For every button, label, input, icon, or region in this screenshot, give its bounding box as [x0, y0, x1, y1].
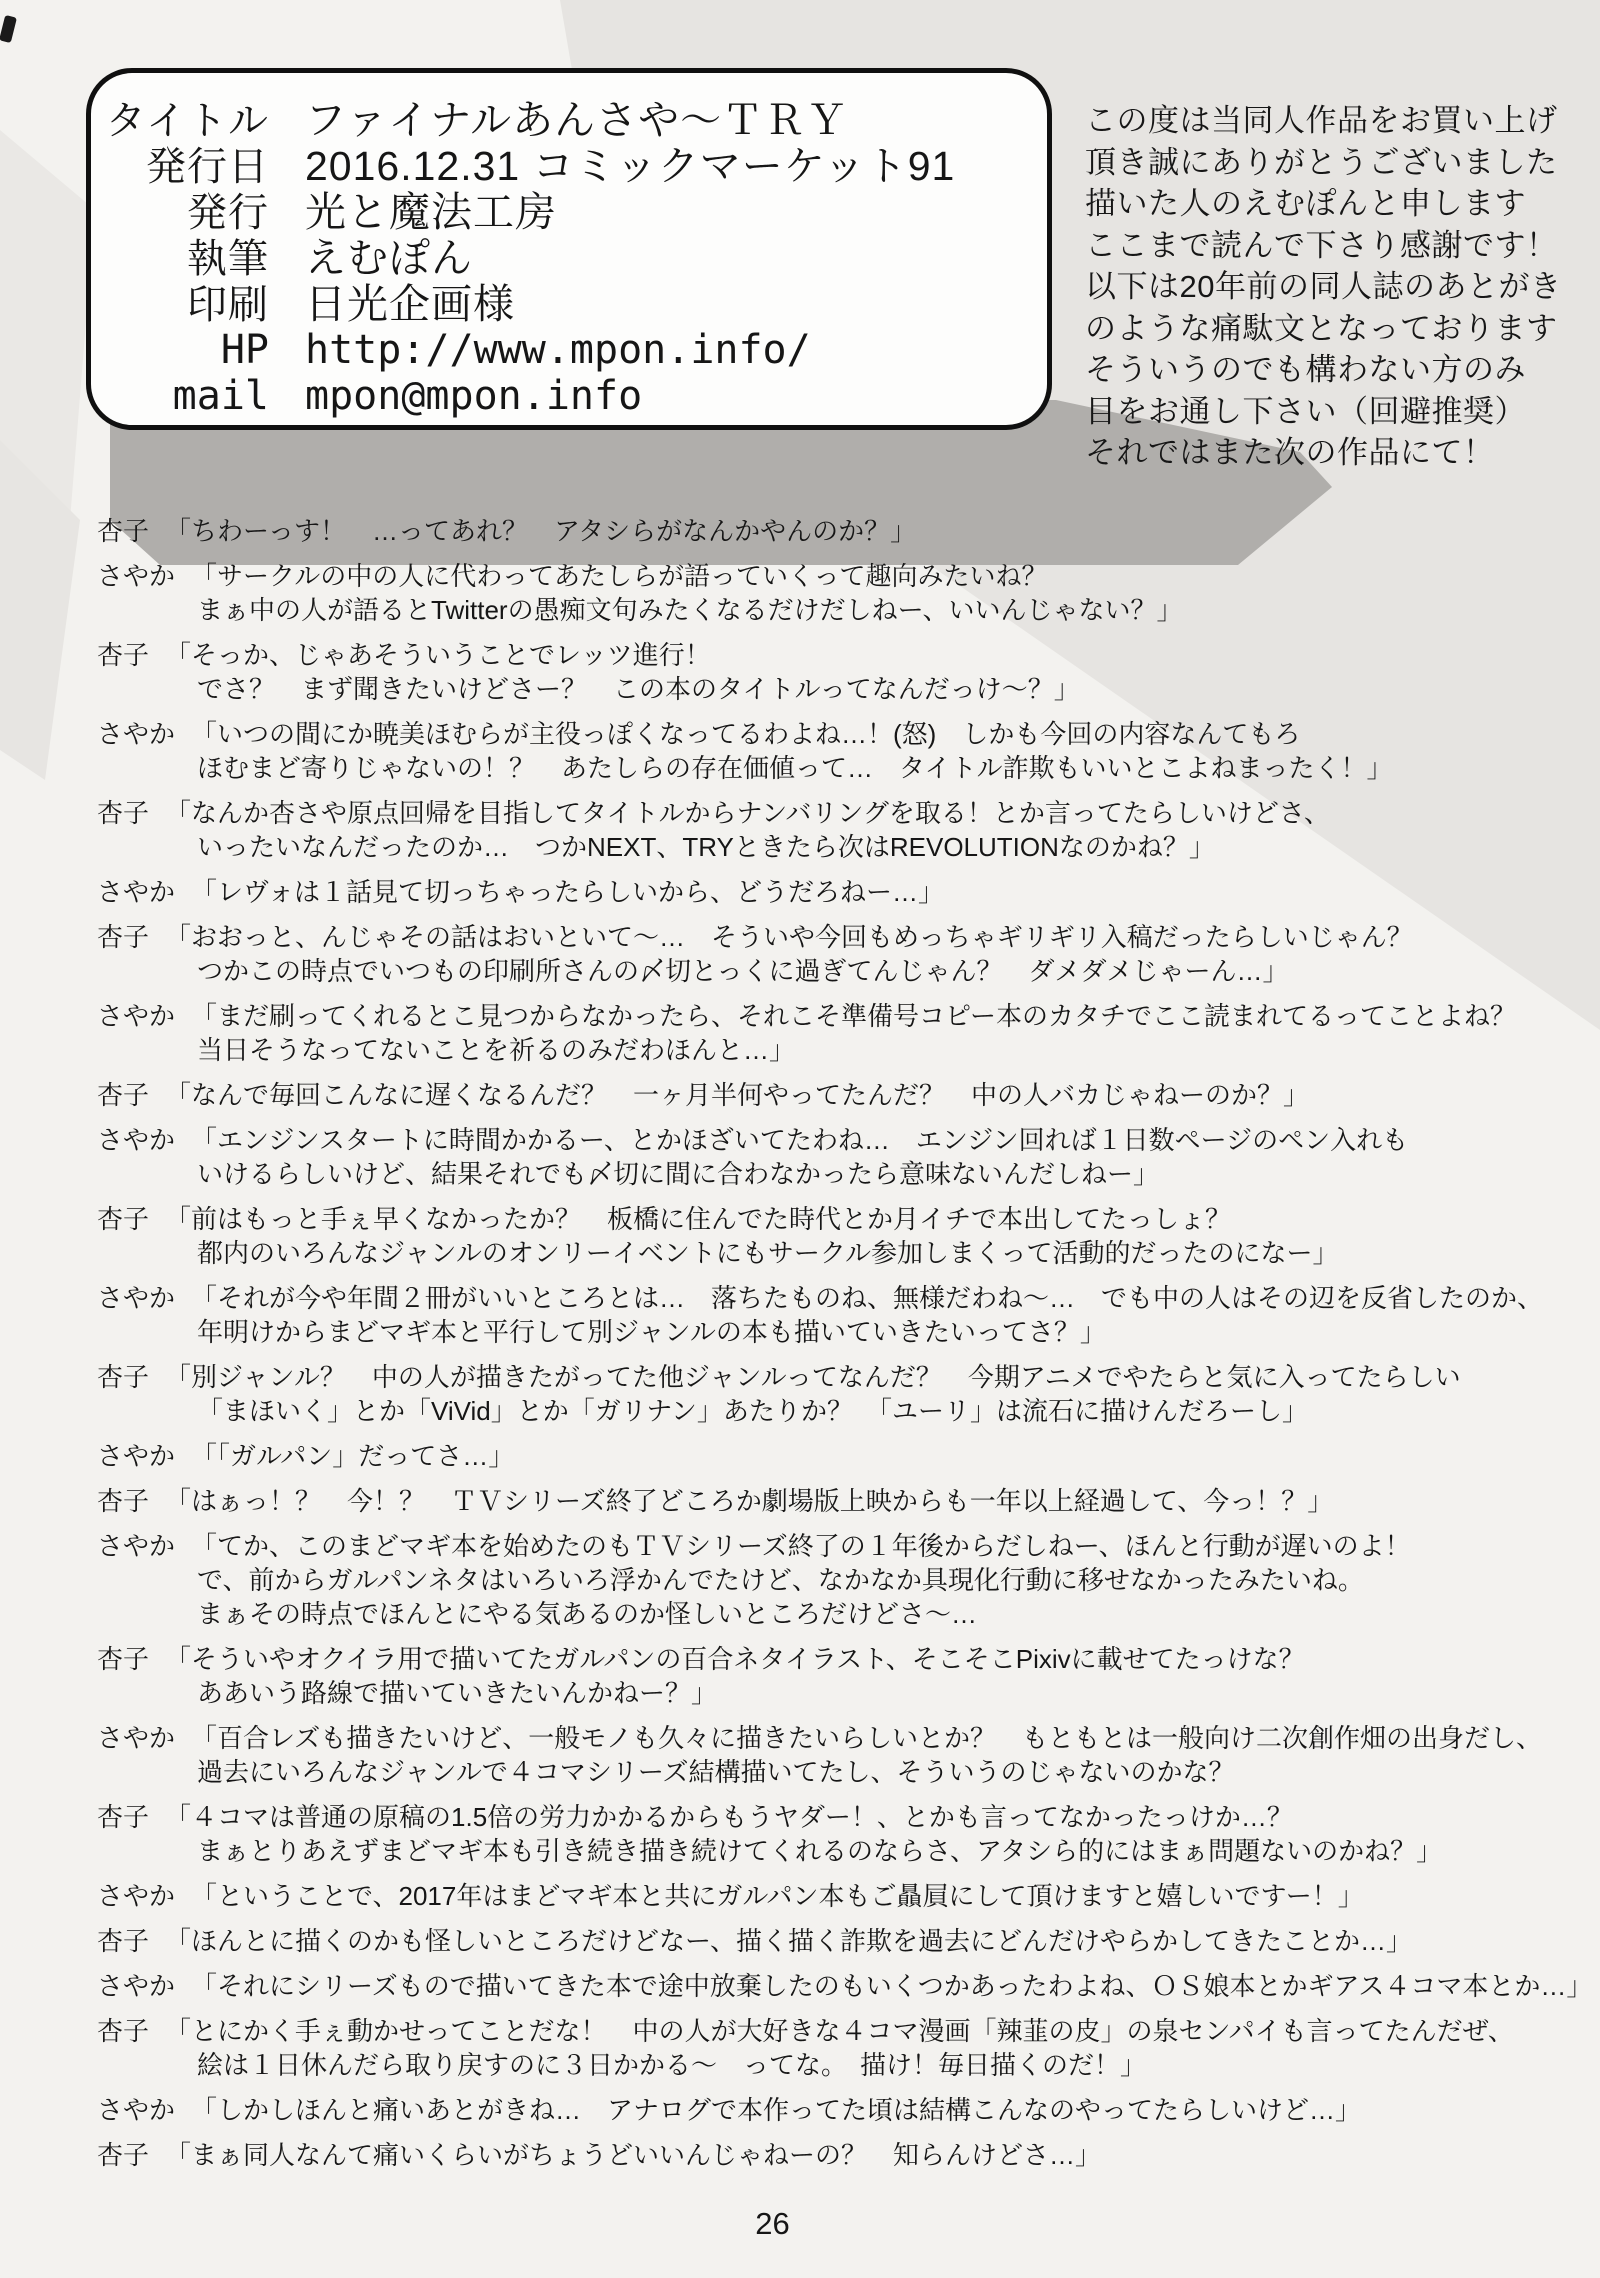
colophon-row	[101, 235, 1029, 281]
colophon-row	[101, 281, 1029, 327]
dialogue-entry	[97, 999, 1567, 1067]
dialogue-line: ほむまど寄りじゃないの！？ あたしらの存在価値って… タイトル詐欺もいいとこよねまったく！」	[197, 753, 1393, 783]
colophon-label: 執筆	[187, 237, 269, 281]
thanks-line: ここまで読んで下さり感謝です！	[1085, 227, 1558, 263]
dialogue-quote: 「サークルの中の人に代わってあたしらが語っていくって趣向みたいね？	[191, 561, 1048, 591]
dialogue-entry	[97, 1281, 1567, 1349]
dialogue-line: 都内のいろんなジャンルのオンリーイベントにもサークル参加しまくって活動的だったのになー」	[197, 1238, 1339, 1268]
dialogue-entry	[97, 1800, 1567, 1868]
speaker-name: 杏子	[97, 640, 150, 670]
dialogue-line	[97, 717, 1567, 751]
colophon-box	[86, 68, 1052, 430]
thanks-line: 頂き誠にありがとうございました	[1085, 144, 1558, 180]
dialogue-entry	[97, 638, 1567, 706]
dialogue-entry	[97, 559, 1567, 627]
speaker-name: さやか	[97, 719, 176, 749]
dialogue-line: いけるらしいけど、結果それでも〆切に間に合わなかったら意味ないんだしねー」	[197, 1159, 1160, 1189]
dialogue-quote: 「ちわーっす！ …ってあれ？ アタシらがなんかやんのか？」	[165, 516, 917, 546]
dialogue-entry	[97, 875, 1567, 909]
dialogue-line	[97, 1123, 1567, 1157]
dialogue-quote: 「それが今や年間２冊がいいところとは… 落ちたものね、無様だわね～… でも中の人はその辺を反省したのか、	[191, 1283, 1544, 1313]
dialogue-line	[97, 1879, 1567, 1913]
dialogue-line	[97, 1281, 1567, 1315]
dialogue-entry	[97, 1879, 1567, 1913]
thanks-line: 目をお通し下さい（回避推奨）	[1085, 393, 1526, 429]
colophon-value: ファイナルあんさや～ＴＲＹ	[305, 97, 849, 143]
dialogue-entry	[97, 2014, 1567, 2082]
colophon-row	[101, 189, 1029, 235]
dialogue-line: まぁとりあえずまどマギ本も引き続き描き続けてくれるのならさ、アタシら的にはまぁ問題ないのかね？」	[197, 1836, 1443, 1866]
dialogue-quote: 「４コマは普通の原稿の1.5倍の労力かかるからもうヤダー！、とかも言ってなかったっけか…？	[165, 1802, 1293, 1832]
colophon-value: えむぽん	[305, 235, 473, 281]
dialogue-quote: 「そっか、じゃあそういうことでレッツ進行！	[165, 640, 711, 670]
colophon-row	[101, 97, 1029, 143]
dialogue-quote: 「まだ刷ってくれるとこ見つからなかったら、それこそ準備号コピー本のカタチでここ読まれてるってことよね？	[191, 1001, 1516, 1031]
dialogue-entry	[97, 1123, 1567, 1191]
dialogue-line: 絵は１日休んだら取り戻すのに３日かかる～ ってな。 描け！毎日描くのだ！」	[197, 2050, 1147, 2080]
speaker-name: 杏子	[97, 2140, 150, 2170]
dialogue-entry	[97, 1642, 1567, 1710]
dialogue-line: いったいなんだったのか… つかNEXT、TRYときたら次はREVOLUTIONなのかね？」	[197, 832, 1215, 862]
speaker-name: 杏子	[97, 1486, 150, 1516]
dialogue-quote: 「しかしほんと痛いあとがきね… アナログで本作ってた頃は結構こんなのやってたらしいけど…」	[191, 2095, 1362, 2125]
speaker-name: 杏子	[97, 1080, 150, 1110]
dialogue-quote: 「てか、このまどマギ本を始めたのもＴＶシリーズ終了の１年後からだしねー、ほんと行動が遅いのよ！	[191, 1531, 1411, 1561]
dialogue-line: まぁ中の人が語るとTwitterの愚痴文句みたくなるだけだしねー、いいんじゃない？」	[197, 595, 1183, 625]
dialogue-entry	[97, 796, 1567, 864]
colophon-value: 日光企画様	[305, 281, 515, 327]
dialogue-line	[97, 1439, 1567, 1473]
thanks-line: のような痛駄文となっております	[1085, 310, 1558, 346]
dialogue-quote: 「エンジンスタートに時間かかるー、とかほざいてたわね… エンジン回れば１日数ページのペン入れも	[191, 1125, 1409, 1155]
dialogue-line	[97, 1642, 1567, 1676]
dialogue-entry	[97, 514, 1567, 548]
colophon-label: mail	[172, 373, 269, 419]
speaker-name: さやか	[97, 1125, 176, 1155]
speaker-name: さやか	[97, 1001, 176, 1031]
dialogue-line	[97, 1202, 1567, 1236]
dialogue-line	[97, 2093, 1567, 2127]
dialogue-line: つかこの時点でいつもの印刷所さんの〆切とっくに過ぎてんじゃん？ ダメダメじゃーん…」	[197, 956, 1289, 986]
speaker-name: さやか	[97, 561, 176, 591]
dialogue-line	[97, 1800, 1567, 1834]
speaker-name: さやか	[97, 1723, 176, 1753]
speaker-name: 杏子	[97, 798, 150, 828]
speaker-name: さやか	[97, 1283, 176, 1313]
speaker-name: 杏子	[97, 1644, 150, 1674]
dialogue-entry	[97, 1202, 1567, 1270]
speaker-name: さやか	[97, 1531, 176, 1561]
dialogue-line	[97, 1969, 1593, 2003]
dialogue-line: 当日そうなってないことを祈るのみだわほんと…」	[197, 1035, 796, 1065]
dialogue-line	[97, 1360, 1567, 1394]
speaker-name: さやか	[97, 1971, 176, 2001]
dialogue-quote: 「なんで毎回こんなに遅くなるんだ？ 一ヶ月半何やってたんだ？ 中の人バカじゃねーのか？」	[165, 1080, 1310, 1110]
dialogue-line	[97, 1529, 1567, 1563]
dialogue-quote: 「「ガルパン」だってさ…」	[191, 1441, 515, 1471]
dialogue-quote: 「いつの間にか暁美ほむらが主役っぽくなってるわよね…！(怒) しかも今回の内容なんてもろ	[191, 719, 1301, 749]
speaker-name: 杏子	[97, 1926, 150, 1956]
dialogue-line	[97, 1721, 1567, 1755]
thanks-line: そういうのでも構わない方のみ	[1085, 352, 1526, 387]
colophon-label: タイトル	[105, 99, 269, 143]
colophon-value: 2016.12.31 コミックマーケット91	[305, 143, 956, 189]
dialogue-line	[97, 1484, 1567, 1518]
dialogue-line: まぁその時点でほんとにやる気あるのか怪しいところだけどさ～…	[197, 1599, 978, 1629]
dialogue-entry	[97, 1721, 1567, 1789]
dialogue-line	[97, 2014, 1567, 2048]
colophon-row	[101, 373, 1029, 419]
dialogue-line: で、前からガルパンネタはいろいろ浮かんでたけど、なかなか具現化行動に移せなかったみたいね。	[197, 1565, 1364, 1595]
colophon-label: HP	[220, 327, 269, 373]
speaker-name: さやか	[97, 877, 176, 907]
dialogue-script	[97, 514, 1593, 2183]
dialogue-quote: 「ということで、2017年はまどマギ本と共にガルパン本もご贔屓にして頂けますと嬉しいですー！」	[191, 1881, 1364, 1911]
dialogue-quote: 「レヴォは１話見て切っちゃったらしいから、どうだろねー…」	[191, 877, 944, 907]
colophon-label: 発行	[187, 191, 269, 235]
dialogue-line: でさ？ まず聞きたいけどさー？ この本のタイトルってなんだっけ～？」	[197, 674, 1080, 704]
dialogue-line: 「まほいく」とか「ViVid」とか「ガリナン」あたりか？ 「ユーリ」は流石に描けんだろーし」	[197, 1396, 1308, 1426]
colophon-value: http://www.mpon.info/	[305, 327, 811, 373]
colophon-row	[101, 143, 1029, 189]
dialogue-entry	[97, 1529, 1567, 1631]
speaker-name: 杏子	[97, 1204, 150, 1234]
speaker-name: 杏子	[97, 1362, 150, 1392]
dialogue-entry	[97, 1969, 1593, 2003]
dialogue-line: ああいう路線で描いていきたいんかねー？」	[197, 1678, 718, 1708]
speaker-name: さやか	[97, 2095, 176, 2125]
dialogue-line: 年明けからまどマギ本と平行して別ジャンルの本も描いていきたいってさ？」	[197, 1317, 1106, 1347]
dialogue-line	[97, 796, 1567, 830]
dialogue-line	[97, 875, 1567, 909]
dialogue-line	[97, 559, 1567, 593]
dialogue-quote: 「はぁっ！？ 今！？ ＴＶシリーズ終了どころか劇場版上映からも一年以上経過して、今っ！？」	[165, 1486, 1334, 1516]
thanks-line: 描いた人のえむぽんと申します	[1085, 186, 1526, 221]
dialogue-line	[97, 514, 1567, 548]
scan-speck	[0, 15, 17, 43]
dialogue-quote: 「おおっと、んじゃその話はおいといて～… そういや今回もめっちゃギリギリ入稿だったらしいじゃん？	[165, 922, 1413, 952]
speaker-name: さやか	[97, 1441, 176, 1471]
dialogue-line	[97, 638, 1567, 672]
dialogue-entry	[97, 1360, 1567, 1428]
speaker-name: 杏子	[97, 922, 150, 952]
colophon-label: 発行日	[146, 145, 269, 189]
dialogue-quote: 「前はもっと手ぇ早くなかったか？ 板橋に住んでた時代とか月イチで本出してたっしょ？	[165, 1204, 1232, 1234]
dialogue-line	[97, 1078, 1567, 1112]
dialogue-quote: 「なんか杏さや原点回帰を目指してタイトルからナンバリングを取る！とか言ってたらしいけどさ、	[165, 798, 1330, 828]
dialogue-quote: 「まぁ同人なんて痛いくらいがちょうどいいんじゃねーの？ 知らんけどさ…」	[165, 2140, 1102, 2170]
dialogue-quote: 「それにシリーズもので描いてきた本で途中放棄したのもいくつかあったわよね、ＯＳ娘本とかギアス４コマ本とか…」	[191, 1971, 1593, 2001]
dialogue-line: 過去にいろんなジャンルで４コマシリーズ結構描いてたし、そういうのじゃないのかな？	[197, 1757, 1235, 1787]
dialogue-entry	[97, 2138, 1567, 2172]
dialogue-line	[97, 999, 1567, 1033]
dialogue-entry	[97, 1484, 1567, 1518]
dialogue-entry	[97, 1078, 1567, 1112]
thanks-note	[1085, 100, 1575, 474]
colophon-value: mpon@mpon.info	[305, 373, 643, 419]
page-number: 26	[755, 2206, 790, 2241]
speaker-name: 杏子	[97, 516, 150, 546]
thanks-line: 以下は20年前の同人誌のあとがき	[1085, 269, 1562, 304]
speaker-name: 杏子	[97, 2016, 150, 2046]
dialogue-entry	[97, 717, 1567, 785]
thanks-line: この度は当同人作品をお買い上げ	[1085, 103, 1558, 138]
dialogue-entry	[97, 2093, 1567, 2127]
dialogue-entry	[97, 920, 1567, 988]
dialogue-quote: 「そういやオクイラ用で描いてたガルパンの百合ネタイラスト、そこそこPixivに載せてたっけな？	[165, 1644, 1305, 1674]
dialogue-line	[97, 920, 1567, 954]
colophon-value: 光と魔法工房	[305, 189, 557, 235]
thanks-line: それではまた次の作品にて！	[1085, 435, 1495, 470]
dialogue-quote: 「とにかく手ぇ動かせってことだな！ 中の人が大好きな４コマ漫画「辣韮の皮」の泉センパイも言ってたんだぜ、	[165, 2016, 1514, 2046]
dialogue-quote: 「百合レズも描きたいけど、一般モノも久々に描きたいらしいとか？ もともとは一般向け二次創作畑の出身だし、	[191, 1723, 1542, 1753]
dialogue-quote: 「別ジャンル？ 中の人が描きたがってた他ジャンルってなんだ？ 今期アニメでやたらと気に入ってたらしい	[165, 1362, 1461, 1392]
dialogue-line	[97, 1924, 1567, 1958]
colophon-label: 印刷	[187, 283, 269, 327]
speaker-name: さやか	[97, 1881, 176, 1911]
dialogue-entry	[97, 1439, 1567, 1473]
colophon-row	[101, 327, 1029, 373]
dialogue-quote: 「ほんとに描くのかも怪しいところだけどなー、描く描く詐欺を過去にどんだけやらかしてきたことか…」	[165, 1926, 1412, 1956]
speaker-name: 杏子	[97, 1802, 150, 1832]
dialogue-entry	[97, 1924, 1567, 1958]
dialogue-line	[97, 2138, 1567, 2172]
